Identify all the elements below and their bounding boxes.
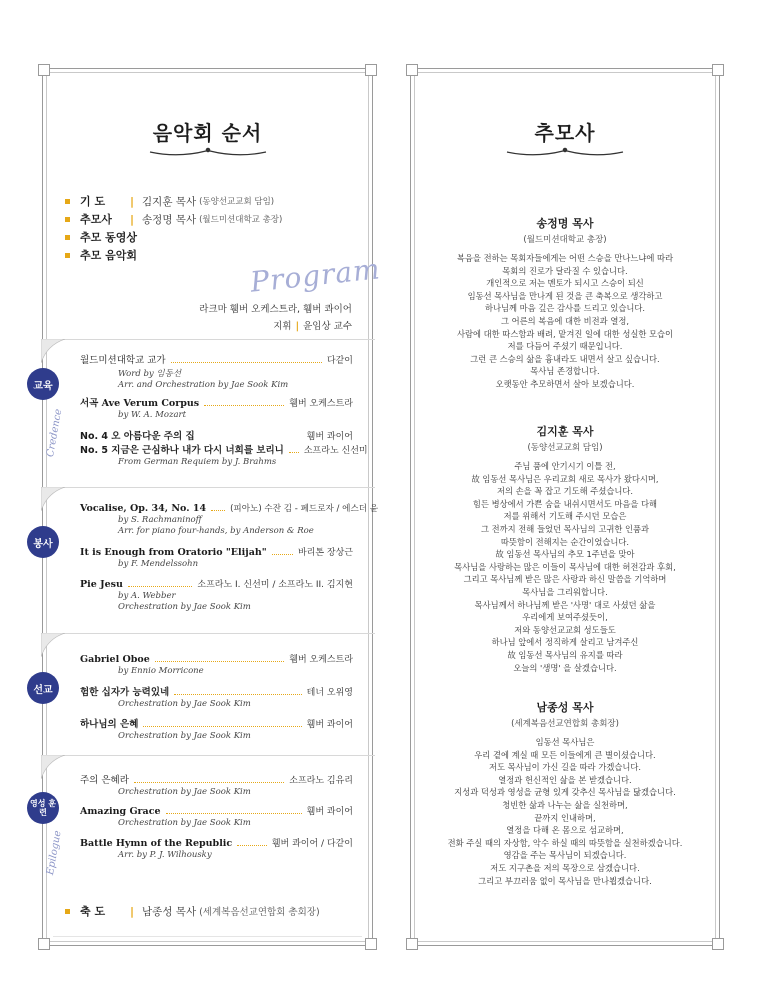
tribute-line: 전화 주실 때의 자상함, 악수 하실 때의 따뜻함을 실천하겠습니다. bbox=[447, 837, 683, 848]
conductor-name: 윤임상 교수 bbox=[303, 321, 352, 332]
program-piece bbox=[80, 577, 353, 612]
piece-performer: 소프라노 I. 신선미 / 소프라노 II. 김지현 bbox=[197, 580, 353, 590]
tribute-line: 저도 지구촌을 저의 목장으로 삼겠습니다. bbox=[490, 862, 640, 873]
section-vertical-label: Epilogue bbox=[45, 829, 64, 876]
piece-title: Vocalise, Op. 34, No. 14 bbox=[80, 503, 207, 514]
tribute-line: 저도 목사님이 가신 길을 따라 가겠습니다. bbox=[488, 762, 642, 773]
piece-credit: From German Requiem by J. Brahms bbox=[118, 457, 277, 467]
section-vertical-label: Credence bbox=[45, 408, 65, 458]
tribute-line: 끝까지 인내하며, bbox=[534, 812, 596, 823]
tribute-line: 우리에게 보여주셨듯이, bbox=[522, 612, 608, 623]
title-flourish-icon bbox=[505, 145, 625, 159]
piece-performer: 소프라노 김유리 bbox=[289, 776, 353, 786]
separator-icon: | bbox=[130, 194, 135, 208]
corner-ornament bbox=[365, 938, 377, 950]
piece-title: 월드미션대학교 교가 bbox=[80, 355, 166, 366]
tribute-role: (세계복음선교연합회 총회장) bbox=[511, 719, 619, 729]
tribute-line: 목사님을 그리워합니다. bbox=[522, 586, 608, 597]
program-piece bbox=[80, 836, 353, 860]
bullet-icon bbox=[65, 217, 70, 222]
piece-credit: Word by 임동선 bbox=[118, 369, 182, 379]
tribute-role: (동양선교교회 담임) bbox=[527, 443, 603, 453]
section-badge: 봉사 bbox=[27, 526, 59, 558]
performers-block bbox=[199, 301, 352, 335]
leader-dots bbox=[171, 362, 322, 363]
program-section bbox=[33, 339, 375, 487]
tribute-line: 그 어른의 복음에 대한 비전과 열정, bbox=[500, 315, 630, 326]
leader-dots bbox=[211, 510, 225, 511]
piece-credit: Orchestration by Jae Sook Kim bbox=[118, 818, 251, 828]
tribute-line: 그리고 목사님께 받은 많은 사랑과 하신 말씀을 기억하며 bbox=[463, 574, 667, 585]
order-item bbox=[65, 210, 282, 228]
tribute-line: 주님 품에 안기시기 이틀 전, bbox=[514, 461, 616, 471]
order-item bbox=[65, 246, 282, 264]
page-curl-icon bbox=[41, 633, 65, 657]
tribute-line: 故 임동선 목사님의 유지를 따라 bbox=[507, 649, 623, 660]
leader-dots bbox=[134, 782, 284, 783]
order-label: 추모 동영상 bbox=[80, 231, 137, 244]
separator-icon: | bbox=[130, 212, 135, 226]
tribute-block bbox=[411, 423, 719, 674]
corner-ornament bbox=[38, 64, 50, 76]
leader-dots bbox=[166, 813, 302, 814]
tribute-role: (월드미션대학교 총장) bbox=[523, 235, 607, 245]
tribute-line: 저의 손을 꼭 잡고 기도해 주셨습니다. bbox=[496, 486, 634, 497]
tribute-text bbox=[411, 460, 719, 674]
tribute-line: 그리고 부끄러움 없이 목사님을 만나뵙겠습니다. bbox=[478, 875, 652, 886]
order-list bbox=[65, 192, 282, 264]
tribute-text bbox=[411, 736, 719, 887]
order-name: 송정명 목사 bbox=[142, 213, 197, 226]
piece-credit: Arr. and Orchestration by Jae Sook Kim bbox=[118, 380, 289, 390]
page-curl-icon bbox=[41, 755, 65, 779]
corner-ornament bbox=[712, 64, 724, 76]
tribute-line: 목사님을 사랑하는 많은 이들이 목사님에 대한 허전감과 후회, bbox=[454, 561, 676, 572]
tribute-line: 우리 곁에 계실 때 모든 이들에게 큰 별이셨습니다. bbox=[474, 749, 656, 760]
program-piece bbox=[80, 428, 353, 442]
conductor-line bbox=[199, 318, 352, 335]
order-affiliation: (동양선교교회 담임) bbox=[199, 197, 275, 207]
tribute-line: 힘든 병상에서 가쁜 숨을 내쉬시면서도 마음을 다해 bbox=[472, 498, 658, 509]
performers-line: 라크마 휌버 오케스트라, 휌버 콰이어 bbox=[199, 304, 352, 315]
program-piece bbox=[80, 772, 353, 797]
piece-credit: Orchestration by Jae Sook Kim bbox=[118, 699, 251, 709]
order-label: 추모 음악회 bbox=[80, 249, 137, 262]
program-piece bbox=[80, 442, 368, 467]
section-badge: 교육 bbox=[27, 368, 59, 400]
tribute-author: 김지훈 목사 bbox=[536, 425, 594, 438]
corner-ornament bbox=[365, 64, 377, 76]
leader-dots bbox=[272, 554, 293, 555]
piece-credit: by A. Webber bbox=[118, 591, 176, 601]
piece-title: Battle Hymn of the Republic bbox=[80, 838, 233, 849]
piece-title: 주의 은혜라 bbox=[80, 775, 129, 786]
piece-credit: Orchestration by Jae Sook Kim bbox=[118, 731, 251, 741]
leader-dots bbox=[204, 405, 284, 406]
leader-dots bbox=[237, 845, 267, 846]
piece-title: No. 5 지금은 근심하나 내가 다시 너희를 보리니 bbox=[80, 445, 284, 456]
separator-icon: | bbox=[295, 321, 300, 332]
tributes-title: 추모사 bbox=[534, 121, 596, 145]
piece-performer: 휌버 오케스트라 bbox=[289, 399, 353, 409]
order-name: 남종성 목사 bbox=[142, 905, 197, 918]
tribute-line: 故 임동선 목사님은 우리교회 새로 목사가 왔다시며, bbox=[471, 473, 659, 484]
piece-title: 험한 십자가 능력있네 bbox=[80, 687, 170, 698]
leader-dots bbox=[128, 586, 192, 587]
tribute-line: 목사님 존경합니다. bbox=[530, 366, 600, 377]
tribute-text bbox=[411, 252, 719, 391]
program-section bbox=[33, 633, 375, 755]
tribute-line: 복음을 전하는 목회자들에게는 어떤 스승을 만나느냐에 따라 bbox=[456, 253, 674, 263]
order-item bbox=[65, 228, 282, 246]
tribute-line: 개인적으로 저는 멘토가 되시고 스승이 되신 bbox=[486, 278, 644, 289]
tribute-line: 열정과 헌신적인 삶을 본 받겠습니다. bbox=[498, 774, 632, 785]
order-name: 김지훈 목사 bbox=[142, 195, 197, 208]
tribute-line: 목사님께서 하나님께 받은 '사명' 대로 사셨던 삶을 bbox=[474, 599, 656, 610]
tribute-line: 오랫동안 추모하면서 살아 보겠습니다. bbox=[495, 378, 635, 389]
piece-performer: 휌버 콰이어 bbox=[306, 807, 353, 817]
tribute-line: 청빈한 삶과 나누는 삶을 실천하며, bbox=[502, 799, 628, 810]
program-section bbox=[33, 487, 379, 633]
tribute-line: 그 전까지 전해 들었던 목사님의 고귀한 인품과 bbox=[480, 523, 650, 534]
piece-performer: 바리톤 장상근 bbox=[297, 548, 353, 558]
tribute-line: 지성과 덕성과 영성을 균형 있게 갖추신 목사님을 닮겠습니다. bbox=[454, 787, 676, 798]
tribute-line: 하나님께 마음 깊은 감사를 드리고 있습니다. bbox=[484, 303, 646, 314]
section-badge: 영성 훈련 bbox=[27, 792, 59, 824]
piece-title: 서곡 Ave Verum Corpus bbox=[80, 398, 200, 409]
tribute-line: 그런 큰 스승의 삶을 흉내라도 내면서 살고 싶습니다. bbox=[470, 353, 660, 364]
program-piece bbox=[80, 502, 379, 536]
tribute-line: 故 임동선 목사님의 추모 1주년을 맞아 bbox=[495, 549, 635, 560]
piece-credit: by F. Mendelssohn bbox=[118, 559, 199, 569]
tribute-line: 따뜻함이 전해지는 순간이었습니다. bbox=[500, 536, 630, 547]
tribute-line: 하나님 앞에서 정직하게 살리고 남겨주신 bbox=[491, 637, 639, 648]
tribute-author: 송정명 목사 bbox=[536, 217, 594, 230]
piece-credit: Orchestration by Jae Sook Kim bbox=[118, 602, 251, 612]
leader-dots bbox=[174, 694, 301, 695]
bullet-icon bbox=[65, 909, 70, 914]
order-affiliation: (세계복음선교연합회 총회장) bbox=[199, 907, 320, 918]
order-label: 기 도 bbox=[80, 195, 106, 208]
corner-ornament bbox=[406, 938, 418, 950]
tribute-author: 남종성 목사 bbox=[536, 701, 594, 714]
program-panel bbox=[30, 68, 383, 946]
section-badge: 선교 bbox=[27, 672, 59, 704]
piece-credit: by S. Rachmaninoff bbox=[118, 515, 202, 525]
piece-credit: Orchestration by Jae Sook Kim bbox=[118, 787, 251, 797]
program-piece bbox=[80, 652, 353, 676]
program-title: 음악회 순서 bbox=[152, 121, 263, 145]
separator-icon: | bbox=[130, 904, 135, 918]
program-piece bbox=[80, 395, 353, 420]
piece-credit: by Ennio Morricone bbox=[118, 666, 204, 676]
tribute-line: 오늘의 '생명' 을 살겠습니다. bbox=[513, 662, 617, 673]
bullet-icon bbox=[65, 235, 70, 240]
page-curl-icon bbox=[41, 339, 65, 363]
leader-dots bbox=[143, 726, 301, 727]
piece-performer: (피아노) 수잔 김 - 페드로자 / 에스더 윤 bbox=[230, 504, 379, 514]
piece-performer: 휌버 콰이어 bbox=[306, 720, 353, 730]
piece-performer: 휌버 오케스트라 bbox=[289, 655, 353, 665]
piece-title: 하나님의 은혜 bbox=[80, 719, 139, 730]
tribute-line: 임동선 목사님을 만나게 된 것을 큰 축복으로 생각하고 bbox=[467, 290, 663, 301]
piece-title: Pie Jesu bbox=[80, 579, 123, 590]
program-piece bbox=[80, 804, 353, 828]
benediction-row bbox=[65, 903, 320, 919]
bullet-icon bbox=[65, 199, 70, 204]
order-affiliation: (월드미션대학교 총장) bbox=[199, 215, 283, 225]
tribute-line: 사람에 대한 따스함과 배려, 맡겨진 일에 대한 성실한 모습이 bbox=[456, 328, 674, 339]
piece-performer: 휌버 콰이어 bbox=[306, 432, 353, 442]
tribute-line: 영감을 주는 목사님이 되겠습니다. bbox=[503, 850, 627, 861]
piece-credit: Arr. by P. J. Wilhousky bbox=[118, 850, 212, 860]
bullet-icon bbox=[65, 253, 70, 258]
program-piece bbox=[80, 545, 353, 569]
piece-title: It is Enough from Oratorio "Elijah" bbox=[80, 547, 267, 558]
conductor-label: 지휘 bbox=[273, 321, 292, 332]
tribute-block bbox=[411, 699, 719, 887]
title-flourish-icon bbox=[148, 145, 268, 159]
order-item bbox=[65, 192, 282, 210]
corner-ornament bbox=[38, 938, 50, 950]
program-section bbox=[30, 755, 375, 885]
piece-performer: 휌버 콰이어 / 다같이 bbox=[271, 839, 353, 849]
leader-dots bbox=[155, 661, 284, 662]
tribute-line: 저를 다듬어 주셨기 때문입니다. bbox=[507, 341, 623, 352]
order-label: 추모사 bbox=[80, 213, 112, 226]
tribute-line: 목회의 진로가 달라질 수 있습니다. bbox=[502, 265, 628, 276]
corner-ornament bbox=[406, 64, 418, 76]
piece-performer: 다같이 bbox=[326, 356, 353, 366]
tribute-block bbox=[411, 215, 719, 391]
page-curl-icon bbox=[41, 487, 65, 511]
tribute-line: 저와 동양선교교회 성도들도 bbox=[514, 624, 616, 635]
tributes-panel bbox=[410, 68, 720, 946]
piece-credit: Arr. for piano four-hands, by Anderson & Roe bbox=[118, 526, 314, 536]
piece-title: Gabriel Oboe bbox=[80, 654, 150, 665]
order-label: 축 도 bbox=[80, 905, 106, 918]
piece-credit: by W. A. Mozart bbox=[118, 410, 186, 420]
piece-performer: 테너 오위영 bbox=[306, 688, 353, 698]
tribute-line: 임동선 목사님은 bbox=[535, 737, 595, 747]
tribute-line: 저를 위해서 기도해 주시던 모습은 bbox=[503, 511, 627, 522]
program-piece bbox=[80, 684, 353, 709]
program-piece bbox=[80, 716, 353, 741]
tribute-line: 열정을 다해 온 몸으로 섬교하며, bbox=[506, 825, 624, 836]
corner-ornament bbox=[712, 938, 724, 950]
piece-performer: 소프라노 신선미 bbox=[303, 446, 368, 456]
piece-title: Amazing Grace bbox=[80, 806, 161, 817]
piece-title: No. 4 오 아름다운 주의 집 bbox=[80, 431, 195, 442]
divider bbox=[53, 936, 362, 937]
program-piece bbox=[80, 352, 353, 390]
program-script-heading: Program bbox=[248, 252, 383, 299]
leader-dots bbox=[289, 452, 299, 453]
